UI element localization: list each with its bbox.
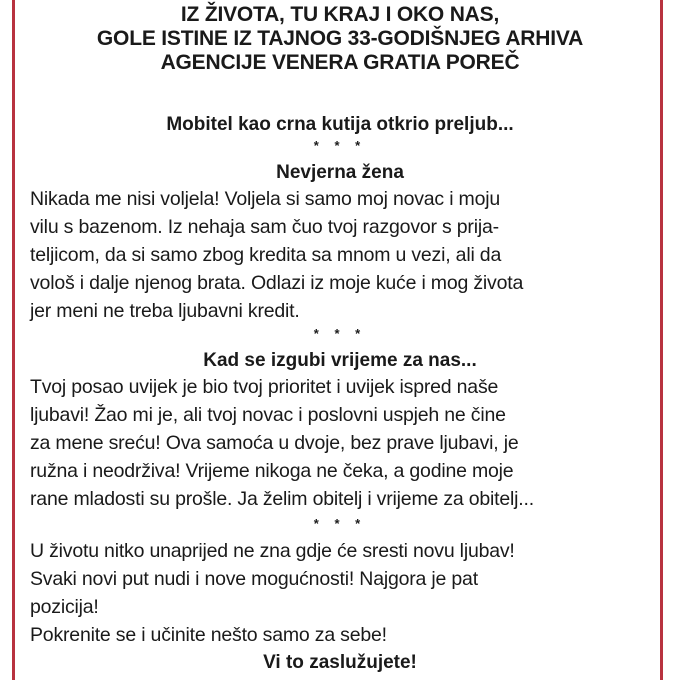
left-border-line (12, 0, 15, 680)
story-2-line: ljubavi! Žao mi je, ali tvoj novac i poslovni uspjeh ne čine (30, 404, 506, 426)
separator: * * * (313, 138, 367, 153)
story-title-2: Kad se izgubi vrijeme za nas... (203, 350, 477, 371)
header-line-1: IZ ŽIVOTA, TU KRAJ I OKO NAS, (180, 3, 500, 26)
story-1-line: jer meni ne treba ljubavni kredit. (30, 300, 300, 322)
header-line-3: AGENCIJE VENERA GRATIA POREČ (160, 51, 520, 74)
closing-body (30, 537, 650, 649)
closing-line: Pokrenite se i učinite nešto samo za sebe! (30, 624, 387, 646)
story-1-line: Nikada me nisi voljela! Voljela si samo moj novac i moju (30, 188, 501, 210)
separator: * * * (313, 516, 367, 531)
advert-text-block (30, 0, 650, 675)
story-2-line: Tvoj posao uvijek je bio tvoj prioritet i uvijek ispred naše (30, 376, 499, 398)
closing-line: U životu nitko unaprijed ne zna gdje će sresti novu ljubav! (30, 540, 515, 562)
main-title: Mobitel kao crna kutija otkrio preljub... (166, 114, 514, 135)
story-2-line: rane mladosti su prošle. Ja želim obitelj i vrijeme za obitelj... (30, 488, 534, 510)
story-1-line: vilu s bazenom. Iz nehaja sam čuo tvoj razgovor s prija- (30, 216, 499, 238)
story-2-line: ružna i neodrživa! Vrijeme nikoga ne čeka, a godine moje (30, 460, 514, 482)
story-1-line: vološ i dalje njenog brata. Odlazi iz moje kuće i mog života (30, 272, 524, 294)
story-title-1: Nevjerna žena (276, 162, 404, 183)
separator: * * * (313, 326, 367, 341)
right-border-line (660, 0, 663, 680)
closing-line: Svaki novi put nudi i nove mogućnosti! Najgora je pat (30, 568, 478, 590)
story-1-line: teljicom, da si samo zbog kredita sa mnom u vezi, ali da (30, 244, 502, 266)
story-2-line: za mene sreću! Ova samoća u dvoje, bez prave ljubavi, je (30, 432, 519, 454)
story-body-2 (30, 373, 650, 513)
closing-tagline: Vi to zaslužujete! (263, 652, 417, 673)
story-body-1 (30, 185, 650, 325)
closing-line: pozicija! (30, 596, 99, 618)
header-line-2: GOLE ISTINE IZ TAJNOG 33-GODIŠNJEG ARHIVA (96, 27, 584, 50)
